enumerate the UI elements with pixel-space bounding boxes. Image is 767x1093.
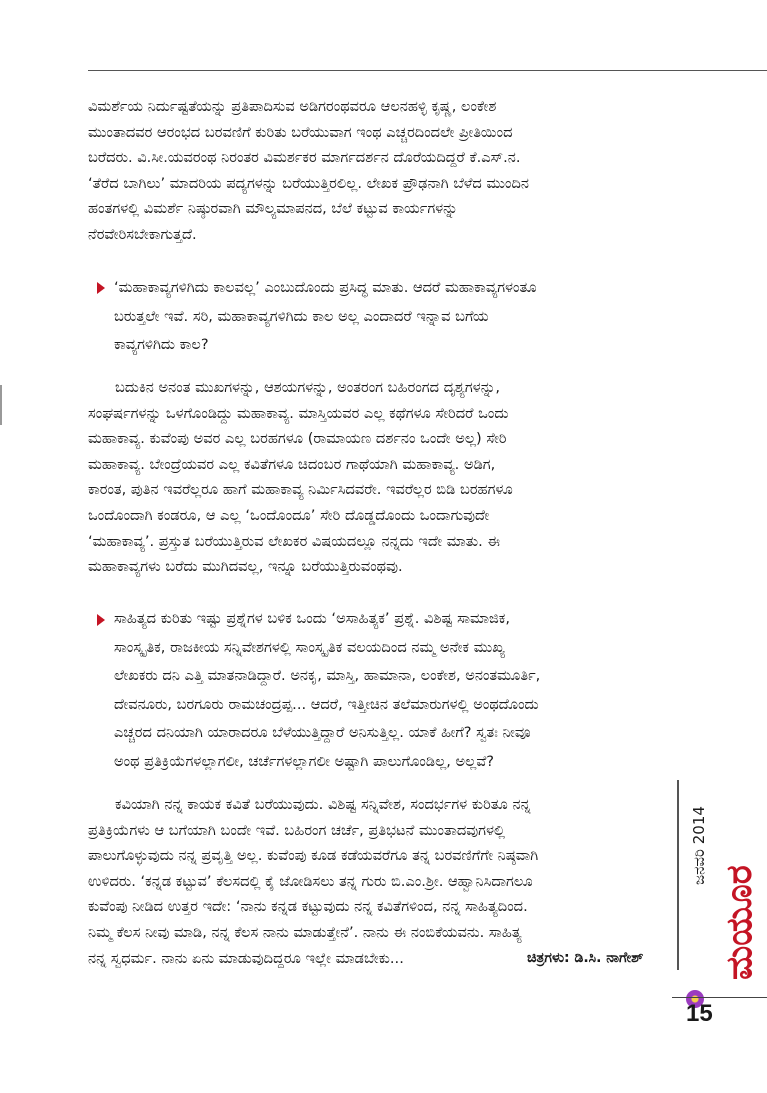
text-line: ಸಂಘರ್ಷಗಳನ್ನು ಒಳಗೊಂಡಿದ್ದು ಮಹಾಕಾವ್ಯ. ಮಾಸ್ತಿಯವರ ಎಲ್ಲ ಕಥೆಗಳೂ ಸೇರಿದರೆ ಒಂದು <box>88 404 509 422</box>
masthead-divider <box>677 780 679 970</box>
text-line: ನೆರವೇರಿಸಬೇಕಾಗುತ್ತದೆ. <box>88 225 197 243</box>
paragraph-1 <box>88 94 666 248</box>
magazine-title: ಮಯೂರ <box>719 865 760 980</box>
paragraph-2 <box>88 375 666 580</box>
question-2 <box>114 605 674 777</box>
text-line: ಕಾವ್ಯಗಳಿಗಿದು ಕಾಲ? <box>114 336 209 354</box>
text-line: ಪ್ರತಿಕ್ರಿಯೆಗಳು ಆ ಬಗೆಯಾಗಿ ಬಂದೇ ಇವೆ. ಬಹಿರಂಗ ಚರ್ಚೆ, ಪ್ರತಿಭಟನೆ ಮುಂತಾದವುಗಳಲ್ಲಿ <box>88 821 506 839</box>
paragraph-3 <box>88 792 668 971</box>
text-line: ಮಹಾಕಾವ್ಯಗಳು ಬರೆದು ಮುಗಿದವಲ್ಲ, ಇನ್ನೂ ಬರೆಯುತ್ತಿರುವಂಥವು. <box>88 558 403 576</box>
question-1 <box>114 274 674 360</box>
text-line: ನನ್ನ ಸ್ವಧರ್ಮ. ನಾನು ಏನು ಮಾಡುವುದಿದ್ದರೂ ಇಲ್ಲೇ ಮಾಡಬೇಕು... <box>88 949 404 967</box>
text-line: ಮುಂತಾದವರ ಆರಂಭದ ಬರವಣಿಗೆ ಕುರಿತು ಬರೆಯುವಾಗ ಇಂಥ ಎಚ್ಚರದಿಂದಲೇ ಪ್ರೀತಿಯಿಂದ <box>88 123 513 141</box>
text-line: ನಿಮ್ಮ ಕೆಲಸ ನೀವು ಮಾಡಿ, ನನ್ನ ಕೆಲಸ ನಾನು ಮಾಡುತ್ತೇನೆ’. ನಾನು ಈ ನಂಬಿಕೆಯವನು. ಸಾಹಿತ್ಯ <box>88 923 522 941</box>
text-line: ಮಹಾಕಾವ್ಯ. ಬೇಂದ್ರೆಯವರ ಎಲ್ಲ ಕವಿತೆಗಳೂ ಚಿದಂಬರ ಗಾಥೆಯಾಗಿ ಮಹಾಕಾವ್ಯ. ಅಡಿಗ, <box>88 455 496 473</box>
page-number: 15 <box>686 1000 713 1027</box>
text-line: ‘ಮಹಾಕಾವ್ಯಗಳಿಗಿದು ಕಾಲವಲ್ಲ’ ಎಂಬುದೊಂದು ಪ್ರಸಿದ್ಧ ಮಾತು. ಆದರೆ ಮಹಾಕಾವ್ಯಗಳಂತೂ <box>114 279 537 296</box>
text-line: ಬರೆದರು. ವಿ.ಸೀ.ಯವರಂಥ ನಿರಂತರ ವಿಮರ್ಶಕರ ಮಾರ್ಗದರ್ಶನ ದೊರೆಯದಿದ್ದರೆ ಕೆ.ಎಸ್.ನ. <box>88 149 521 167</box>
text-line: ಎಚ್ಚರದ ದನಿಯಾಗಿ ಯಾರಾದರೂ ಬೆಳೆಯುತ್ತಿದ್ದಾರೆ ಅನಿಸುತ್ತಿಲ್ಲ. ಯಾಕೆ ಹೀಗೆ? ಸ್ವತಃ ನೀವೂ <box>114 724 531 742</box>
text-line: ಉಳಿದರು. ‘ಕನ್ನಡ ಕಟ್ಟುವ’ ಕೆಲಸದಲ್ಲಿ ಕೈ ಜೋಡಿಸಲು ತನ್ನ ಗುರು ಬಿ.ಎಂ.ಶ್ರೀ. ಆಹ್ವಾನಿಸಿದಾಗಲೂ <box>88 872 533 890</box>
text-line: ಬರುತ್ತಲೇ ಇವೆ. ಸರಿ, ಮಹಾಕಾವ್ಯಗಳಿಗಿದು ಕಾಲ ಅಲ್ಲ ಎಂದಾದರೆ ಇನ್ನಾವ ಬಗೆಯ <box>114 307 489 325</box>
text-line: ಸಾಂಸ್ಕೃತಿಕ, ರಾಜಕೀಯ ಸನ್ನಿವೇಶಗಳಲ್ಲಿ ಸಾಂಸ್ಕೃತಿಕ ವಲಯದಿಂದ ನಮ್ಮ ಅನೇಕ ಮುಖ್ಯ <box>114 638 505 656</box>
text-line: ವಿಮರ್ಶೆಯ ನಿರ್ದುಷ್ಟತೆಯನ್ನು ಪ್ರತಿಪಾದಿಸುವ ಅಡಿಗರಂಥವರೂ ಆಲನಹಳ್ಳಿ ಕೃಷ್ಣ, ಲಂಕೇಶ <box>88 98 497 115</box>
text-line: ಕವಿಯಾಗಿ ನನ್ನ ಕಾಯಕ ಕವಿತೆ ಬರೆಯುವುದು. ವಿಶಿಷ್ಟ ಸನ್ನಿವೇಶ, ಸಂದರ್ಭಗಳ ಕುರಿತೂ ನನ್ನ <box>115 796 531 813</box>
text-line: ಲೇಖಕರು ದನಿ ಎತ್ತಿ ಮಾತನಾಡಿದ್ದಾರೆ. ಅನಕೃ, ಮಾಸ್ತಿ, ಹಾಮಾನಾ, ಲಂಕೇಶ, ಅನಂತಮೂರ್ತಿ, <box>114 667 541 685</box>
issue-date: ಜನವರಿ 2014 <box>690 806 708 885</box>
question-bullet-icon <box>97 614 105 626</box>
page-edge-mark <box>0 385 2 425</box>
text-line: ಒಂದೊಂದಾಗಿ ಕಂಡರೂ, ಆ ಎಲ್ಲ ‘ಒಂದೊಂದೂ’ ಸೇರಿ ದೊಡ್ಡದೊಂದು ಒಂದಾಗುವುದೇ <box>88 506 490 524</box>
footer-rule <box>672 997 767 998</box>
masthead <box>690 785 760 980</box>
text-line: ಹಂತಗಳಲ್ಲಿ ವಿಮರ್ಶೆ ನಿಷ್ಠುರವಾಗಿ ಮೌಲ್ಯಮಾಪನದ, ಬೆಲೆ ಕಟ್ಟುವ ಕಾರ್ಯಗಳನ್ನು <box>88 200 458 218</box>
text-line: ಸಾಹಿತ್ಯದ ಕುರಿತು ಇಷ್ಟು ಪ್ರಶ್ನೆಗಳ ಬಳಿಕ ಒಂದು ‘ಅಸಾಹಿತ್ಯಕ’ ಪ್ರಶ್ನೆ. ವಿಶಿಷ್ಟ ಸಾಮಾಜಿಕ, <box>114 610 511 627</box>
text-line: ಮಹಾಕಾವ್ಯ. ಕುವೆಂಪು ಅವರ ಎಲ್ಲ ಬರಹಗಳೂ (ರಾಮಾಯಣ ದರ್ಶನಂ ಒಂದೇ ಅಲ್ಲ) ಸೇರಿ <box>88 430 507 448</box>
question-bullet-icon <box>97 282 105 294</box>
text-line: ‘ತೆರೆದ ಬಾಗಿಲು’ ಮಾದರಿಯ ಪದ್ಯಗಳನ್ನು ಬರೆಯುತ್ತಿರಲಿಲ್ಲ. ಲೇಖಕ ಪ್ರೌಢನಾಗಿ ಬೆಳೆದ ಮುಂದಿನ <box>88 174 530 192</box>
top-rule <box>88 70 767 71</box>
photo-credit: ಚಿತ್ರಗಳು: ಡಿ.ಸಿ. ನಾಗೇಶ್ <box>527 950 644 966</box>
text-line: ಕಾರಂತ, ಪುತಿನ ಇವರೆಲ್ಲರೂ ಹಾಗೆ ಮಹಾಕಾವ್ಯ ನಿರ್ಮಿಸಿದವರೇ. ಇವರೆಲ್ಲರ ಬಿಡಿ ಬರಹಗಳೂ <box>88 481 513 499</box>
text-line: ದೇವನೂರು, ಬರಗೂರು ರಾಮಚಂದ್ರಪ್ಪ... ಆದರೆ, ಇತ್ತೀಚಿನ ತಲೆಮಾರುಗಳಲ್ಲಿ ಅಂಥದೊಂದು <box>114 695 539 713</box>
text-line: ಪಾಲುಗೊಳ್ಳುವುದು ನನ್ನ ಪ್ರವೃತ್ತಿ ಅಲ್ಲ. ಕುವೆಂಪು ಕೂಡ ಕಡೆಯವರೆಗೂ ತನ್ನ ಬರವಣಿಗೆಗೇ ನಿಷ್ಠವಾಗಿ <box>88 847 539 865</box>
text-line: ಅಂಥ ಪ್ರತಿಕ್ರಿಯೆಗಳಲ್ಲಾಗಲೀ, ಚರ್ಚೆಗಳಲ್ಲಾಗಲೀ ಅಷ್ಟಾಗಿ ಪಾಲುಗೊಂಡಿಲ್ಲ, ಅಲ್ಲವೆ? <box>114 752 495 770</box>
text-line: ಕುವೆಂಪು ನೀಡಿದ ಉತ್ತರ ಇದೇ: ‘ನಾನು ಕನ್ನಡ ಕಟ್ಟುವುದು ನನ್ನ ಕವಿತೆಗಳಿಂದ, ನನ್ನ ಸಾಹಿತ್ಯದಿಂದ. <box>88 898 528 916</box>
text-line: ಬದುಕಿನ ಅನಂತ ಮುಖಗಳನ್ನು, ಆಶಯಗಳನ್ನು, ಅಂತರಂಗ ಬಹಿರಂಗದ ದೃಶ್ಯಗಳನ್ನು, <box>115 379 501 396</box>
text-line: ‘ಮಹಾಕಾವ್ಯ’. ಪ್ರಸ್ತುತ ಬರೆಯುತ್ತಿರುವ ಲೇಖಕರ ವಿಷಯದಲ್ಲೂ ನನ್ನದು ಇದೇ ಮಾತು. ಈ <box>88 532 501 550</box>
